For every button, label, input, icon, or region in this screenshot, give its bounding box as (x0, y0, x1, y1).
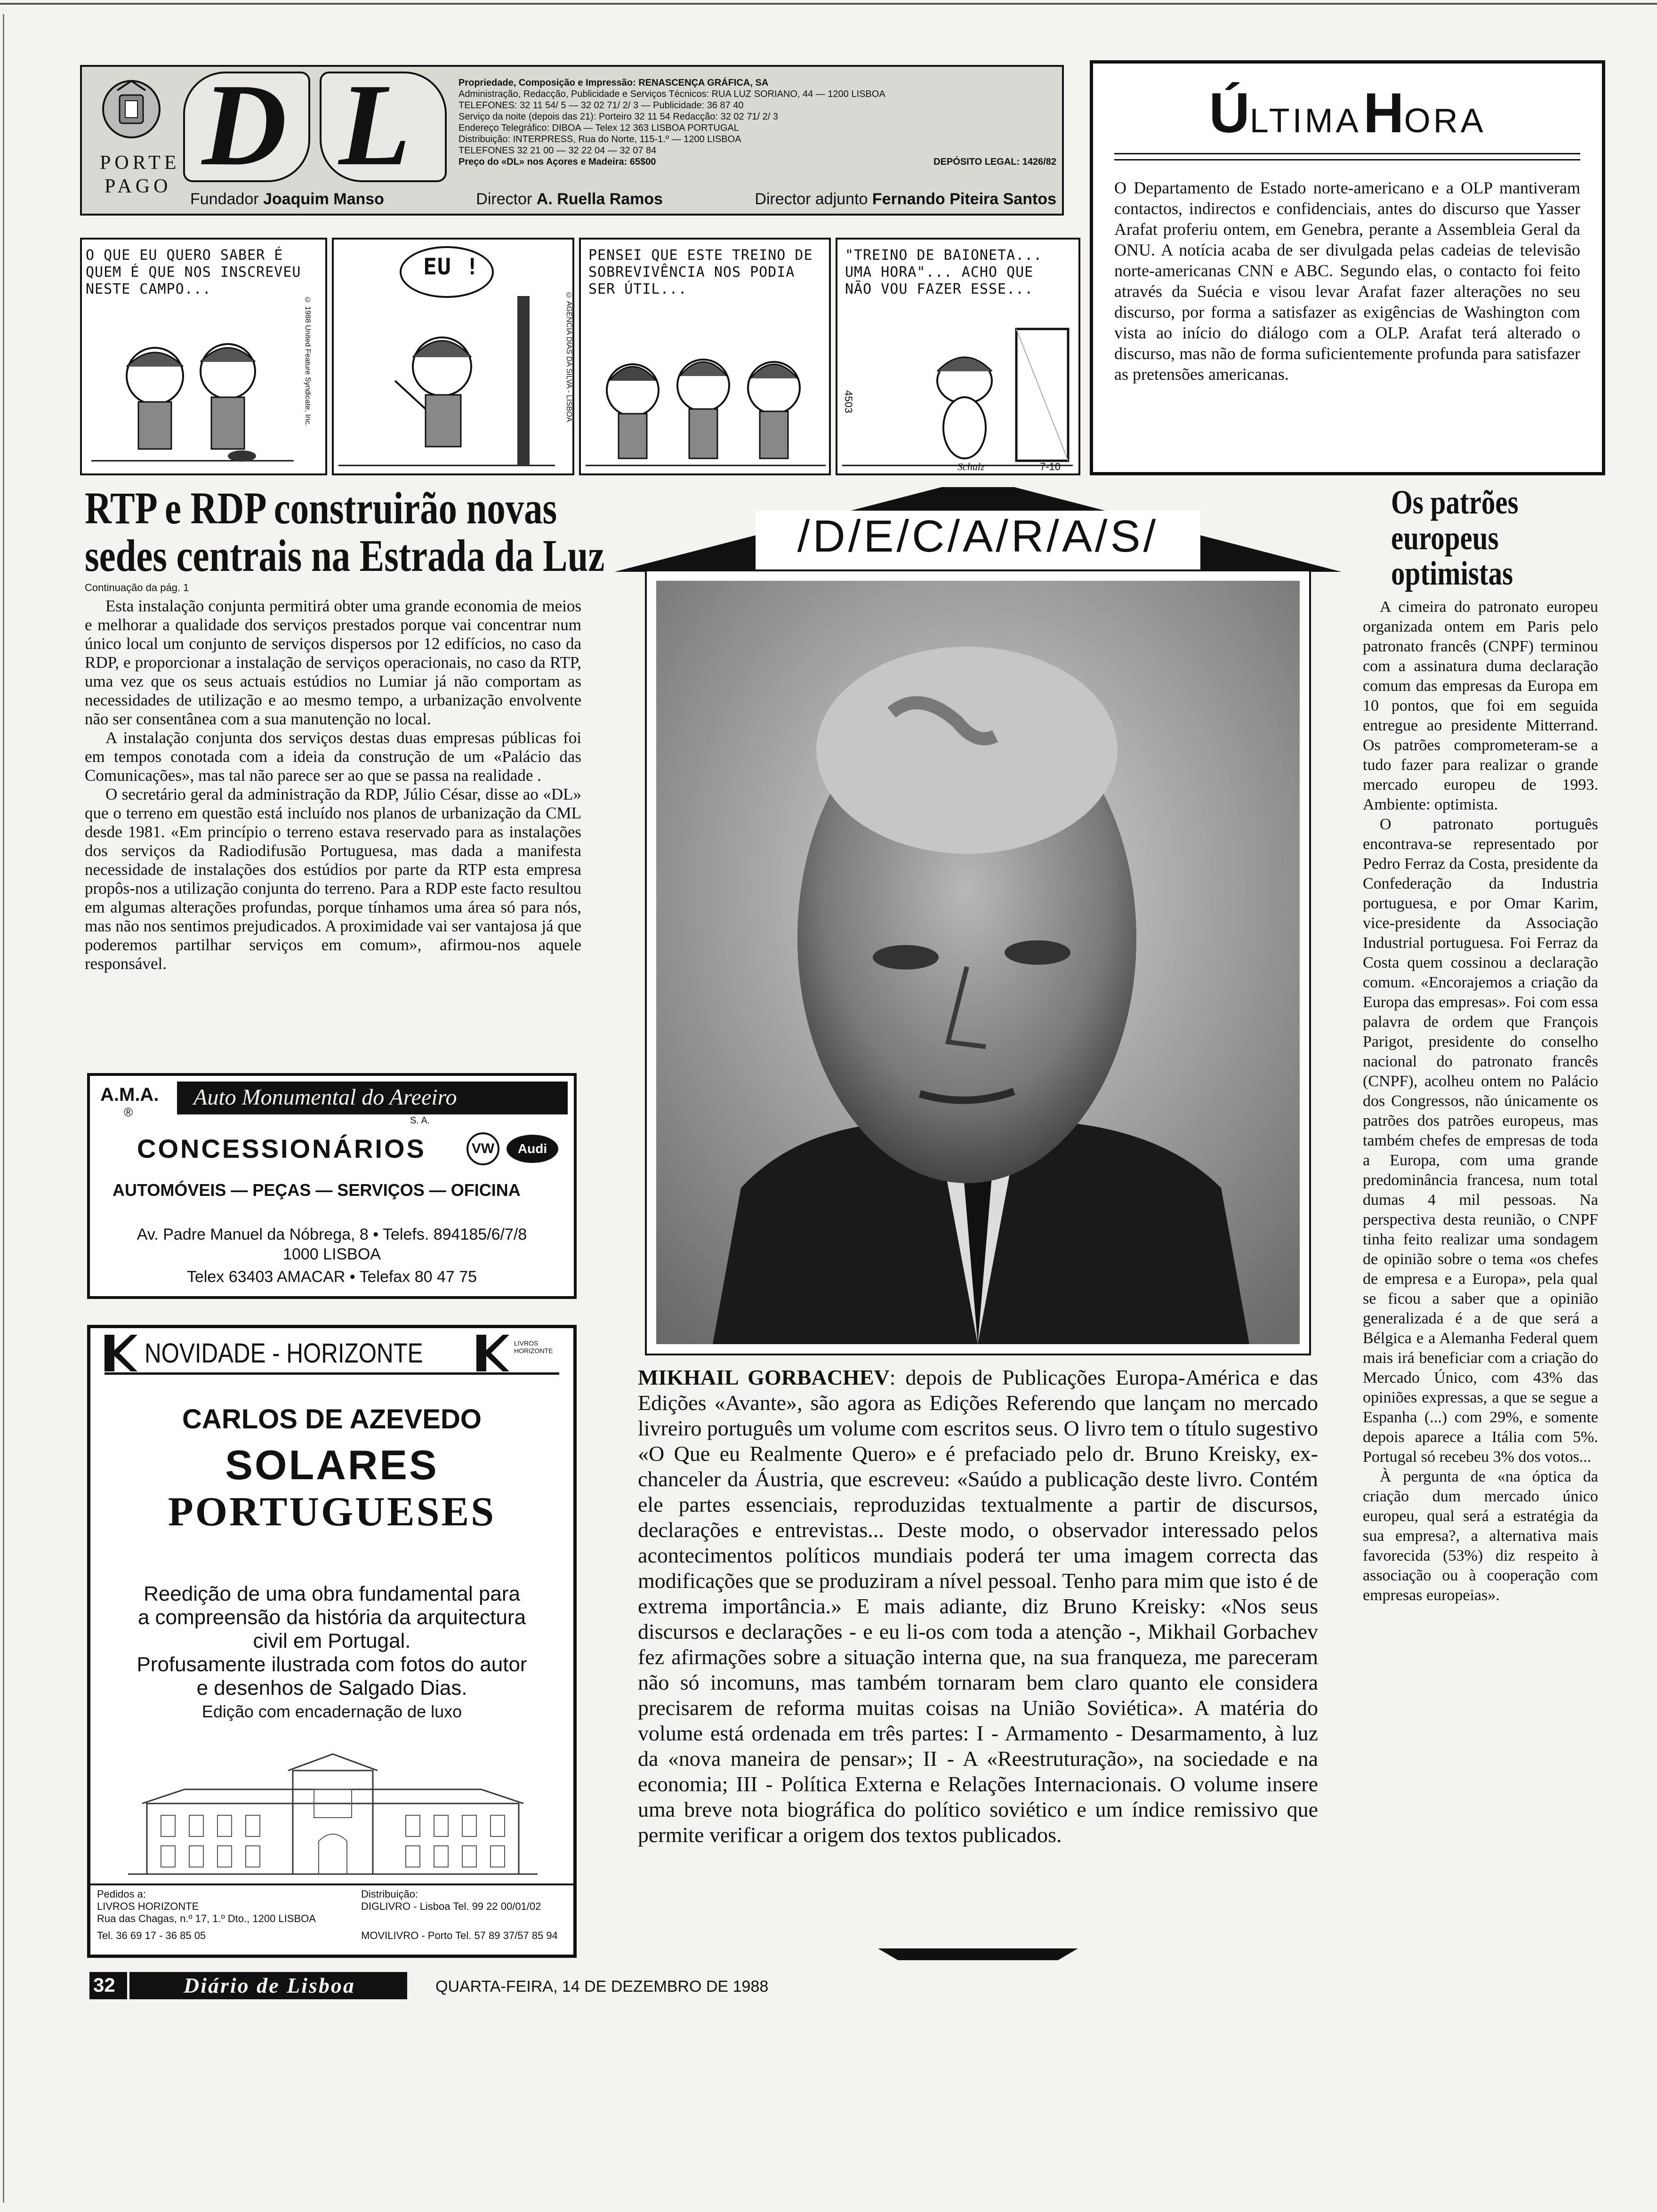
patroes-title-3: optimistas (1391, 554, 1513, 593)
ownership-line: Propriedade, Composição e Impressão: RENASCENÇA GRÁFICA, SA (458, 78, 769, 88)
horizonte-title-2: PORTUGUESES (168, 1489, 496, 1535)
left-binding-rule (3, 14, 4, 2203)
rtp-paragraph-2: A instalação conjunta dos serviços destas duas empresas públicas foi em tempos conotada com a ideia da construção de um «Palácio das Comunicações», mas tal não parece ser ao que se passa na realidade . (85, 728, 581, 785)
horizonte-orders-name: LIVROS HORIZONTE (97, 1900, 199, 1912)
comic-panel-2-speech: EU ! (423, 254, 480, 280)
masthead (80, 60, 1064, 216)
comic-panel-2-drawing (334, 296, 560, 475)
horizonte-k-logo-left-icon (105, 1335, 137, 1371)
deposit-line: DEPÓSITO LEGAL: 1426/82 (933, 157, 1056, 167)
ultima-hora-underline (1114, 153, 1580, 160)
ama-advertisement (87, 1073, 577, 1299)
gorbachev-portrait (656, 581, 1300, 1344)
horizonte-orders (97, 1888, 361, 1942)
horizonte-desc-1: Reedição de uma obra fundamental para (144, 1582, 520, 1605)
horizonte-title-1: SOLARES (225, 1442, 439, 1488)
patroes-paragraph-1: A cimeira do patronato europeu organizada ontem em Paris pelo patronato francês (CNPF) terminou com a assinatura duma declaração comum das empresas da Europa em 10 pontos, que foi em seguida entregue ao presidente Mitterrand. Os patrões comprometeram-se a tudo fazer para realizar o grande mercado europeu de 1993. Ambiente: optimista. (1363, 598, 1598, 813)
horizonte-distribution (361, 1888, 568, 1942)
pago-label: PAGO (105, 176, 172, 197)
horizonte-description (90, 1582, 573, 1723)
founder-label: Fundador (190, 190, 259, 208)
director-label: Director (476, 190, 532, 208)
ama-telex: Telex 63403 AMACAR • Telefax 80 47 75 (186, 1268, 477, 1286)
ama-address: Av. Padre Manuel da Nóbrega, 8 • Telefs. 894185/6/7/8 (137, 1226, 527, 1243)
rtp-body (85, 597, 581, 973)
horizonte-orders-label: Pedidos a: (97, 1888, 146, 1900)
ultima-hora-small-1: LTIMA (1249, 102, 1361, 140)
comic-panel-1-speech: O QUE EU QUERO SABER É QUEM É QUE NOS INSCREVEU NESTE CAMPO... (86, 247, 301, 297)
rtp-article (85, 483, 605, 973)
patroes-paragraph-3: À pergunta de «na óptica da criação dum mercado único europeu, qual será a estratégia da sua empresa?, a alternativa mais favorecida (53%) diz respeito à associação ou à cooperação com empresas europeias». (1363, 1467, 1598, 1604)
rtp-paragraph-3: O secretário geral da administração da RDP, Júlio César, disse ao «DL» que o terreno em questão está incluído nos planos de urbanização da CML desde 1981. «Em princípio o terreno estava reservado para as instalações dos serviços da Radiodifusão Portuguesa, mas dada a manifesta necessidade de instalações dos estúdios por parte da RTP esta empresa propôs-nos a utilização conjunta do terreno. Para a RDP este facto resultou em algumas alterações profundas, porque tínhamos uma área só para nós, mas não nos sentimos prejudicados. A proximidade vai ser vantajosa já que poderemos partilhar serviços em comum», afirmou-nos aquele responsável. (85, 785, 581, 973)
gorbachev-photo-frame (645, 569, 1311, 1355)
patroes-article (1363, 485, 1598, 1605)
comic-panel-3-drawing (581, 310, 830, 475)
dl-logo (183, 60, 463, 190)
horizonte-dist-1: DIGLIVRO - Lisboa Tel. 99 22 00/01/02 (361, 1900, 541, 1912)
staff-line (190, 190, 1056, 208)
horizonte-author: CARLOS DE AZEVEDO (182, 1404, 482, 1435)
vw-logo-text: VW (471, 1141, 495, 1156)
horizonte-dist-2: MOVILIVRO - Porto Tel. 57 89 37/57 85 94 (361, 1930, 558, 1941)
porte-label: PORTE (100, 152, 180, 174)
top-rule (0, 3, 1657, 5)
horizonte-dist-label: Distribuição: (361, 1888, 418, 1900)
horizonte-advertisement (87, 1325, 577, 1958)
ama-services: AUTOMÓVEIS — PEÇAS — SERVIÇOS — OFICINA (113, 1180, 521, 1200)
horizonte-header: NOVIDADE - HORIZONTE (145, 1338, 423, 1369)
rtp-title-line-2: sedes centrais na Estrada da Luz (85, 530, 605, 581)
horizonte-desc-5: e desenhos de Salgado Dias. (196, 1676, 467, 1699)
ultima-hora-big-1: Ú (1209, 81, 1250, 144)
horizonte-logo-small: LIVROS HORIZONTE (514, 1339, 553, 1354)
ultima-hora-big-2: H (1363, 81, 1404, 144)
rtp-title-line-1: RTP e RDP construirão novas (85, 483, 557, 533)
comic-strip (80, 238, 1080, 475)
horizonte-orders-tel: Tel. 36 69 17 - 36 85 05 (97, 1930, 206, 1941)
deputy-name: Fernando Piteira Santos (872, 190, 1056, 208)
deputy-label: Director adjunto (755, 190, 868, 208)
rtp-paragraph-1: Esta instalação conjunta permitirá obter uma grande economia de meios e melhorar a qualidade dos serviços prestados porque vai concentrar num único local um conjunto de serviços dispersos por 12 edifícios, no caso da RDP, e proporcionar a instalação de serviços operacionais, no caso da RTP, uma vez que os seus actuais estúdios no Lumiar já não comportam as necessidades de utilização e ao mesmo tempo, a urbanização envolvente não ser consentânea com a sua manutenção no local. (85, 596, 581, 728)
ama-script-name: Auto Monumental do Areeiro (193, 1085, 457, 1110)
ama-brand: A.M.A. (100, 1084, 159, 1105)
patroes-title-2: europeus (1391, 519, 1499, 557)
phones-line-2: Serviço da noite (depois das 21): Porteiro 32 11 54 Redacção: 32 02 71/ 2/ 3 (458, 112, 778, 122)
horizonte-desc-4: Profusamente ilustrada com fotos do autor (137, 1653, 527, 1676)
distribution-line: Distribuição: INTERPRESS, Rua do Norte, 115-1.º — 1200 LISBOA (458, 134, 741, 144)
patroes-paragraph-2: O patronato português encontrava-se representado por Pedro Ferraz da Costa, presidente da Confederação da Industria portuguesa, e por Omar Karim, vice-presidente da Associação Industrial portuguesa. Foi Ferraz da Costa quem cossinou a declaração comum. «Encorajemos a criação da Europa das empresas». Foi com essa palavra de ordem que François Parigot, presidente do conselho nacional do patronato francês (CNPF), acolheu ontem no Palácio dos Congressos, não únicamente os patrões dos patrões europeus, mas também chefes de empresas de toda a Europa, com uma grande predominância francesa, num total dumas 4 mil pessoas. Na perspectiva desta reunião, o CNPF tinha feito realizar uma sondagem de opinião sobre o tema «os chefes de empresa e a Europa», pela qual se ficou a saber que a opinião generalizada é a de que será a Bélgica e a Alemanha Federal quem mais irá beneficiar com a criação do Mercado Único, com 43% das opiniões expressas, a que se segue a Espanha (...) com 29%, e somente depois aparece a Itália com 5%. Portugal só recebeu 3% dos votos... (1363, 815, 1598, 1466)
rtp-continued: Continuação da pág. 1 (85, 581, 189, 593)
solar-building-drawing (128, 1752, 538, 1879)
comic-panel-4-speech: "TREINO DE BAIONETA... UMA HORA"... ACHO QUE NÃO VOU FAZER ESSE... (845, 247, 1043, 297)
comic-panel-4-signature: Schulz (957, 461, 985, 473)
horizonte-k-logo-right-icon (476, 1335, 509, 1371)
comic-panel-2-credit: © AGÊNCIA DIAS DA SILVA - LISBOA (565, 291, 573, 422)
price-line: Preço do «DL» nos Açores e Madeira: 65$00 (458, 157, 656, 167)
decaras-caption (638, 1365, 1318, 1848)
vw-logo-icon (467, 1132, 499, 1165)
patroes-title-1: Os patrões (1391, 483, 1519, 521)
ama-city: 1000 LISBOA (283, 1245, 381, 1263)
horizonte-desc-2: a compreensão da história da arquitectura (137, 1606, 526, 1629)
page-number: 32 (93, 1974, 115, 1996)
director-name: A. Ruella Ramos (536, 190, 663, 208)
comic-panel-4 (836, 238, 1080, 475)
telegraph-line: Endereço Telegráfico: DIBOA — Telex 12 363 LISBOA PORTUGAL (458, 123, 739, 133)
decaras-section (614, 487, 1342, 1960)
phones-line-3: TELEFONES 32 21 00 — 32 22 04 — 32 07 84 (458, 145, 657, 156)
patroes-body (1363, 597, 1598, 1605)
comic-panel-1-drawing (82, 305, 303, 475)
horizonte-desc-3: civil em Portugal. (253, 1629, 411, 1652)
ama-concessionarios: CONCESSIONÁRIOS (137, 1134, 426, 1163)
decaras-caption-name: MIKHAIL GORBACHEV (638, 1365, 890, 1389)
decaras-bottom-bar (878, 1948, 1078, 1960)
horizonte-footer-divider (90, 1883, 573, 1885)
comic-panel-1-credit: © 1988 United Feature Syndicate, Inc. (304, 296, 312, 426)
decaras-caption-text: : depois de Publicações Europa-América e das Edições «Avante», são agora as Edições Referendo que lançam no mercado livreiro português um volume com escritos seus. O livro tem o título sugestivo «O Que eu Realmente Quero» e é prefaciado pelo dr. Bruno Kreisky, ex-chanceler da Áustria, que escreveu: «Saúdo a publicação deste livro. Contém ele partes essenciais, reproduzidas textualmente a partir de discursos, declarações e entrevistas... Deste modo, o observador interessado pelos acontecimentos políticos mundiais poderá ter uma imagem correcta das modificações que se produziram a nível pessoal. Tenho para mim que isto é de extrema importância.» E mais adiante, diz Bruno Kreisky: «Nos seus discursos e declarações - e eu li-os com toda a atenção -, Mikhail Gorbachev fez afirmações sobre a situação interna que, na sua franqueza, me pareceram não só incomuns, mas também tornaram bem claro quanto ele considera precisarem de reforma muitas coisas na União Soviética». A matéria do volume está ordenada em três partes: I - Armamento - Desarmamento, à luz da «nova maneira de pensar»; II - A «Reestruturação», na sociedade e na economia; III - Política Externa e Relações Internacionais. O volume insere uma breve nota biográfica do político soviético e um índice remissivo que permite verificar a origem dos textos publicados. (638, 1365, 1318, 1847)
horizonte-orders-address: Rua das Chagas, n.º 17, 1.º Dto., 1200 LISBOA (97, 1913, 316, 1924)
ama-sa: S. A. (410, 1115, 430, 1126)
comic-panel-1 (80, 238, 327, 475)
comic-panel-2 (332, 238, 574, 475)
comic-panel-4-date: 7-10 (1040, 461, 1061, 473)
paper-name: Diário de Lisboa (184, 1973, 355, 1997)
audi-logo-icon (507, 1135, 558, 1163)
coat-of-arms-icon (96, 76, 167, 142)
ultima-hora-title (1093, 80, 1602, 145)
phones-line-1: TELEFONES: 32 11 54/ 5 — 32 02 71/ 2/ 3 — Publicidade: 36 87 40 (458, 100, 744, 111)
comic-panel-3-speech: PENSEI QUE ESTE TREINO DE SOBREVIVÊNCIA NOS PODIA SER ÚTIL... (588, 247, 813, 297)
ultima-hora-box (1090, 60, 1605, 475)
dl-logo-text: DL (202, 60, 463, 190)
audi-logo-text: Audi (517, 1141, 547, 1156)
comic-panel-3 (579, 238, 831, 475)
masthead-details (458, 77, 1056, 168)
page-footer (89, 1972, 796, 2000)
ultima-hora-text: O Departamento de Estado norte-americano e a OLP mantiveram contactos, indirectos e confidenciais, antes do discurso que Yasser Arafat proferiu ontem, em Genebra, perante a Assembleia Geral da ONU. A notícia acaba de ser divulgada pelas cadeias de televisão norte-americanas CNN e ABC. Segundo elas, o contacto foi feito através da Suécia e visou levar Arafat fazer alterações no seu discurso, por forma a satisfazer as exigências de Washington com vista ao início do diálogo com a OLP. Arafat terá alterado o discurso, mas não de forma suficientemente profunda para satisfazer as pretensões americanas. (1114, 178, 1580, 384)
comic-panel-4-number: 4503 (843, 390, 854, 413)
horizonte-desc-6: Edição com encadernação de luxo (201, 1702, 462, 1721)
decaras-label: /D/E/C/A/R/A/S/ (797, 511, 1159, 561)
horizonte-header-bar (105, 1335, 559, 1375)
admin-line: Administração, Redacção, Publicidade e Serviços Técnicos: RUA LUZ SORIANO, 44 — 1200 LISBOA (458, 89, 885, 99)
ultima-hora-small-2: ORA (1404, 102, 1486, 140)
footer-date: QUARTA-FEIRA, 14 DE DEZEMBRO DE 1988 (435, 1978, 769, 1996)
comic-panel-4-drawing (837, 310, 1080, 475)
founder-name: Joaquim Manso (263, 190, 384, 208)
ama-registered: ® (124, 1105, 133, 1119)
